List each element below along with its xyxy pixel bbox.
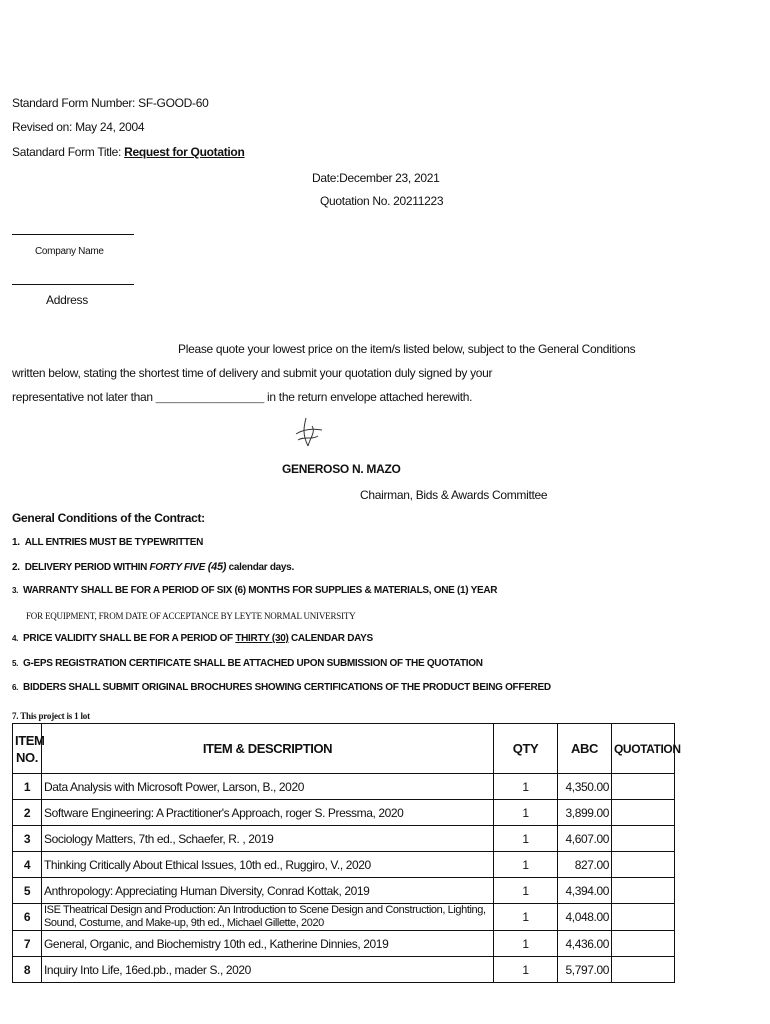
condition-3-text: WARRANTY SHALL BE FOR A PERIOD OF SIX (6) MONTHS FOR SUPPLIES & MATERIALS, ONE (1) YEAR — [23, 585, 498, 596]
col-header-item-line2: NO. — [16, 749, 38, 765]
quotation-cell[interactable] — [612, 852, 675, 878]
item-number-cell: 1 — [13, 774, 42, 800]
quotation-cell[interactable] — [612, 774, 675, 800]
abc-cell: 3,899.00 — [558, 800, 612, 826]
quantity-cell: 1 — [494, 957, 558, 983]
quotation-cell[interactable] — [612, 878, 675, 904]
quantity-cell: 1 — [494, 800, 558, 826]
form-title-prefix: Satandard Form Title: — [12, 145, 125, 159]
condition-2-text-d: calendar days. — [226, 562, 294, 573]
quotation-cell[interactable] — [612, 957, 675, 983]
abc-cell: 4,394.00 — [558, 878, 612, 904]
quotation-cell[interactable] — [612, 826, 675, 852]
quotation-cell[interactable] — [612, 904, 675, 931]
table-row — [13, 904, 675, 931]
condition-3 — [12, 585, 497, 596]
condition-3-continuation: FOR EQUIPMENT, FROM DATE OF ACCEPTANCE BY LEYTE NORMAL UNIVERSITY — [26, 611, 356, 621]
condition-4 — [12, 633, 373, 644]
item-number-cell: 6 — [13, 904, 42, 931]
address-label: Address — [46, 293, 88, 307]
condition-5-text: G-EPS REGISTRATION CERTIFICATE SHALL BE ATTACHED UPON SUBMISSION OF THE QUOTATION — [23, 658, 483, 669]
company-name-line — [12, 234, 134, 235]
condition-6-number: 6. — [12, 683, 19, 692]
item-description-cell: Anthropology: Appreciating Human Diversity, Conrad Kottak, 2019 — [42, 878, 494, 904]
table-row — [13, 826, 675, 852]
condition-5-number: 5. — [12, 659, 19, 668]
abc-cell: 827.00 — [558, 852, 612, 878]
form-title — [12, 145, 245, 159]
condition-3-number: 3. — [12, 586, 19, 595]
table-row — [13, 957, 675, 983]
deadline-blank: _______________________ — [155, 393, 264, 403]
table-header-row — [13, 724, 675, 774]
quantity-cell: 1 — [494, 852, 558, 878]
condition-1 — [12, 537, 203, 548]
item-description-cell: General, Organic, and Biochemistry 10th ed., Katherine Dinnies, 2019 — [42, 931, 494, 957]
company-name-label: Company Name — [35, 246, 104, 257]
item-description-cell: Data Analysis with Microsoft Power, Larson, B., 2020 — [42, 774, 494, 800]
col-header-item-line1: ITEM — [15, 732, 45, 748]
condition-4-text-b: THIRTY (30) — [235, 633, 289, 644]
quotation-number: Quotation No. 20211223 — [320, 194, 444, 208]
condition-6-text: BIDDERS SHALL SUBMIT ORIGINAL BROCHURES SHOWING CERTIFICATIONS OF THE PRODUCT BEING OFFERED — [23, 682, 551, 693]
instruction-line-3-suffix: in the return envelope attached herewith. — [264, 390, 473, 404]
abc-cell: 4,436.00 — [558, 931, 612, 957]
address-line — [12, 284, 134, 285]
signatory-position: Chairman, Bids & Awards Committee — [360, 488, 548, 502]
item-number-cell: 8 — [13, 957, 42, 983]
form-title-value: Request for Quotation — [124, 145, 245, 159]
item-description-cell: Software Engineering: A Practitioner's Approach, roger S. Pressma, 2020 — [42, 800, 494, 826]
table-row — [13, 800, 675, 826]
instruction-line-3-prefix: representative not later than — [12, 390, 156, 404]
document-date: Date:December 23, 2021 — [312, 171, 440, 185]
item-number-cell: 4 — [13, 852, 42, 878]
table-row — [13, 852, 675, 878]
quantity-cell: 1 — [494, 931, 558, 957]
condition-2-number: 2. — [12, 562, 20, 573]
quotation-cell[interactable] — [612, 931, 675, 957]
abc-cell: 5,797.00 — [558, 957, 612, 983]
item-number-cell: 7 — [13, 931, 42, 957]
condition-4-text-c: CALENDAR DAYS — [288, 633, 373, 644]
condition-4-number: 4. — [12, 634, 19, 643]
condition-2-text-c: (45) — [205, 561, 227, 573]
quantity-cell: 1 — [494, 774, 558, 800]
col-header-item-no — [13, 724, 45, 774]
item-description-cell: Inquiry Into Life, 16ed.pb., mader S., 2020 — [42, 957, 494, 983]
signatory-name: GENEROSO N. MAZO — [282, 462, 401, 476]
col-header-qty: QTY — [494, 724, 558, 774]
abc-cell: 4,607.00 — [558, 826, 612, 852]
table-row — [13, 931, 675, 957]
condition-7: 7. This project is 1 lot — [12, 711, 90, 721]
instruction-line-2: written below, stating the shortest time of delivery and submit your quotation duly signed by your — [12, 366, 493, 380]
form-number: Standard Form Number: SF-GOOD-60 — [12, 96, 209, 110]
quantity-cell: 1 — [494, 904, 558, 931]
col-header-description: ITEM & DESCRIPTION — [42, 724, 494, 774]
item-number-cell: 5 — [13, 878, 42, 904]
quantity-cell: 1 — [494, 826, 558, 852]
instruction-line-1: Please quote your lowest price on the item/s listed below, subject to the General Conditions — [178, 342, 636, 356]
conditions-heading: General Conditions of the Contract: — [12, 511, 205, 525]
table-row — [13, 878, 675, 904]
item-description-cell: Sociology Matters, 7th ed., Schaefer, R. , 2019 — [42, 826, 494, 852]
col-header-quotation: QUOTATION — [612, 724, 675, 774]
table-row — [13, 774, 675, 800]
item-number-cell: 3 — [13, 826, 42, 852]
item-number-cell: 2 — [13, 800, 42, 826]
condition-6 — [12, 682, 551, 693]
quantity-cell: 1 — [494, 878, 558, 904]
signature-image — [288, 416, 328, 452]
condition-2-text-a: DELIVERY PERIOD WITHIN — [24, 562, 150, 573]
quotation-cell[interactable] — [612, 800, 675, 826]
condition-2-text-b: FORTY FIVE — [149, 562, 206, 573]
items-table — [12, 723, 681, 983]
condition-1-number: 1. — [12, 537, 20, 548]
condition-1-text: ALL ENTRIES MUST BE TYPEWRITTEN — [24, 537, 204, 548]
item-description-cell: Thinking Critically About Ethical Issues, 10th ed., Ruggiro, V., 2020 — [42, 852, 494, 878]
col-header-abc: ABC — [558, 724, 612, 774]
table-body — [13, 774, 675, 983]
abc-cell: 4,048.00 — [558, 904, 612, 931]
abc-cell: 4,350.00 — [558, 774, 612, 800]
item-description-cell: ISE Theatrical Design and Production: An Introduction to Scene Design and Construction, Lighting, Sound, Costume, and Make-up, 9th ed., Michael Gillette, 2020 — [42, 904, 494, 931]
revised-date: Revised on: May 24, 2004 — [12, 120, 145, 134]
condition-2 — [12, 561, 294, 573]
condition-5 — [12, 658, 483, 669]
instruction-line-3 — [12, 390, 472, 404]
condition-4-text-a: PRICE VALIDITY SHALL BE FOR A PERIOD OF — [23, 633, 236, 644]
